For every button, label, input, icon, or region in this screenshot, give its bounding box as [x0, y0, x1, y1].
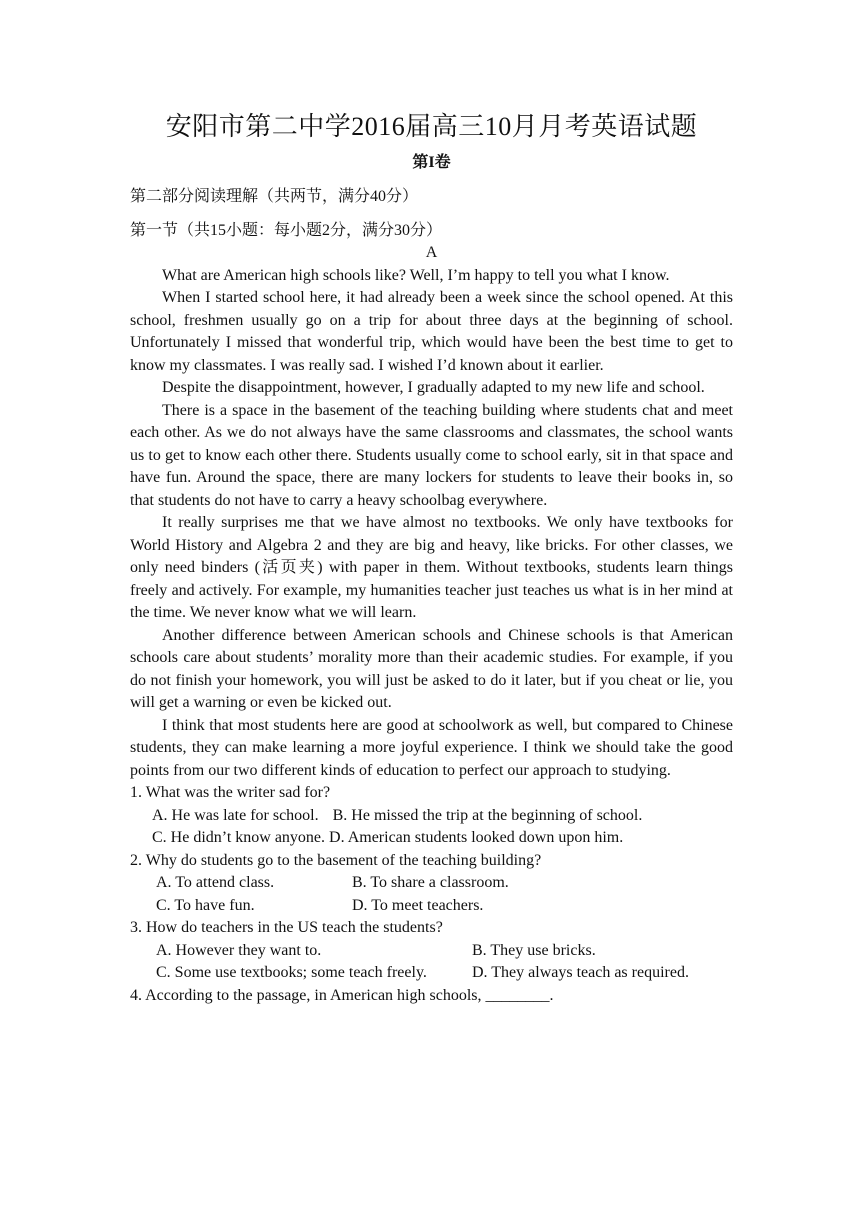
paragraph: There is a space in the basement of the teaching building where students chat and meet each other. As we do not always have the same classrooms and classmates, the school wants us to get to know each other there. Students usually come to school early, sit in that space and have fun. Around the space, there are many lockers for students to leave their books in, so that students do not have to carry a heavy schoolbag everywhere.: [130, 401, 733, 509]
paragraph: When I started school here, it had already been a week since the school opened. At this school, freshmen usually go on a trip for about three days at the beginning of school. Unfortunately I missed that wonderful trip, which would have been the best time to get to know my classmates. I was really sad. I wished I’d known about it earlier.: [130, 289, 733, 374]
option-row: [130, 940, 733, 963]
question-stem: 1. What was the writer sad for?: [130, 784, 331, 801]
question-block: [130, 782, 733, 850]
option-row: [130, 805, 733, 828]
question-block: [130, 985, 733, 1008]
option-d: D. American students looked down upon him.: [329, 829, 624, 846]
exam-title: 安阳市第二中学2016届高三10月月考英语试题: [165, 112, 698, 141]
option-row: [130, 872, 733, 895]
option-a: A. To attend class.: [156, 874, 275, 891]
paragraph: Another difference between American schools and Chinese schools is that American schools care about students’ morality more than their academic studies. For example, if you do not finish your homework, you will just be asked to do it later, but if you cheat or lie, you will get a warning or even be kicked out.: [130, 626, 733, 711]
passage-body: [130, 265, 733, 783]
part-heading: 第二部分阅读理解（共两节，满分40分）: [130, 188, 419, 205]
option-c: C. Some use textbooks; some teach freely.: [156, 964, 427, 981]
option-b: B. To share a classroom.: [352, 874, 509, 891]
option-row: [130, 895, 733, 918]
passage-label: A: [425, 244, 438, 261]
paragraph: I think that most students here are good at schoolwork as well, but compared to Chinese students, they can make learning a more joyful experience. I think we should take the good points from our two different kinds of education to perfect our approach to studying.: [130, 716, 733, 779]
exam-page: [130, 108, 733, 1007]
option-b: B. They use bricks.: [472, 941, 596, 959]
volume-heading: 第I卷: [412, 154, 451, 171]
option-d: D. They always teach as required.: [472, 964, 689, 981]
option-b: B. He missed the trip at the beginning of school.: [332, 806, 643, 824]
question-stem: 3. How do teachers in the US teach the students?: [130, 919, 443, 936]
question-stem: 2. Why do students go to the basement of the teaching building?: [130, 851, 542, 869]
paragraph: What are American high schools like? Well, I’m happy to tell you what I know.: [162, 266, 670, 284]
option-row: [130, 962, 733, 985]
option-a: A. However they want to.: [156, 941, 322, 959]
paragraph: Despite the disappointment, however, I gradually adapted to my new life and school.: [162, 379, 705, 396]
option-row: [130, 827, 733, 850]
paragraph: It really surprises me that we have almost no textbooks. We only have textbooks for World History and Algebra 2 and they are big and heavy, like bricks. For other classes, we only need binders (活页夹) with paper in them. Without textbooks, students learn things freely and actively. For example, my humanities teacher just teaches us what is in her mind at the time. We never know what we will learn.: [130, 514, 733, 621]
option-a: A. He was late for school.: [152, 806, 319, 824]
question-block: [130, 850, 733, 918]
question-stem: 4. According to the passage, in American high schools, ________.: [130, 986, 554, 1004]
option-c: C. He didn’t know anyone.: [152, 829, 326, 846]
section-heading: 第一节（共15小题：每小题2分，满分30分）: [130, 222, 443, 239]
option-d: D. To meet teachers.: [352, 896, 484, 914]
option-c: C. To have fun.: [156, 896, 255, 914]
question-block: [130, 917, 733, 985]
